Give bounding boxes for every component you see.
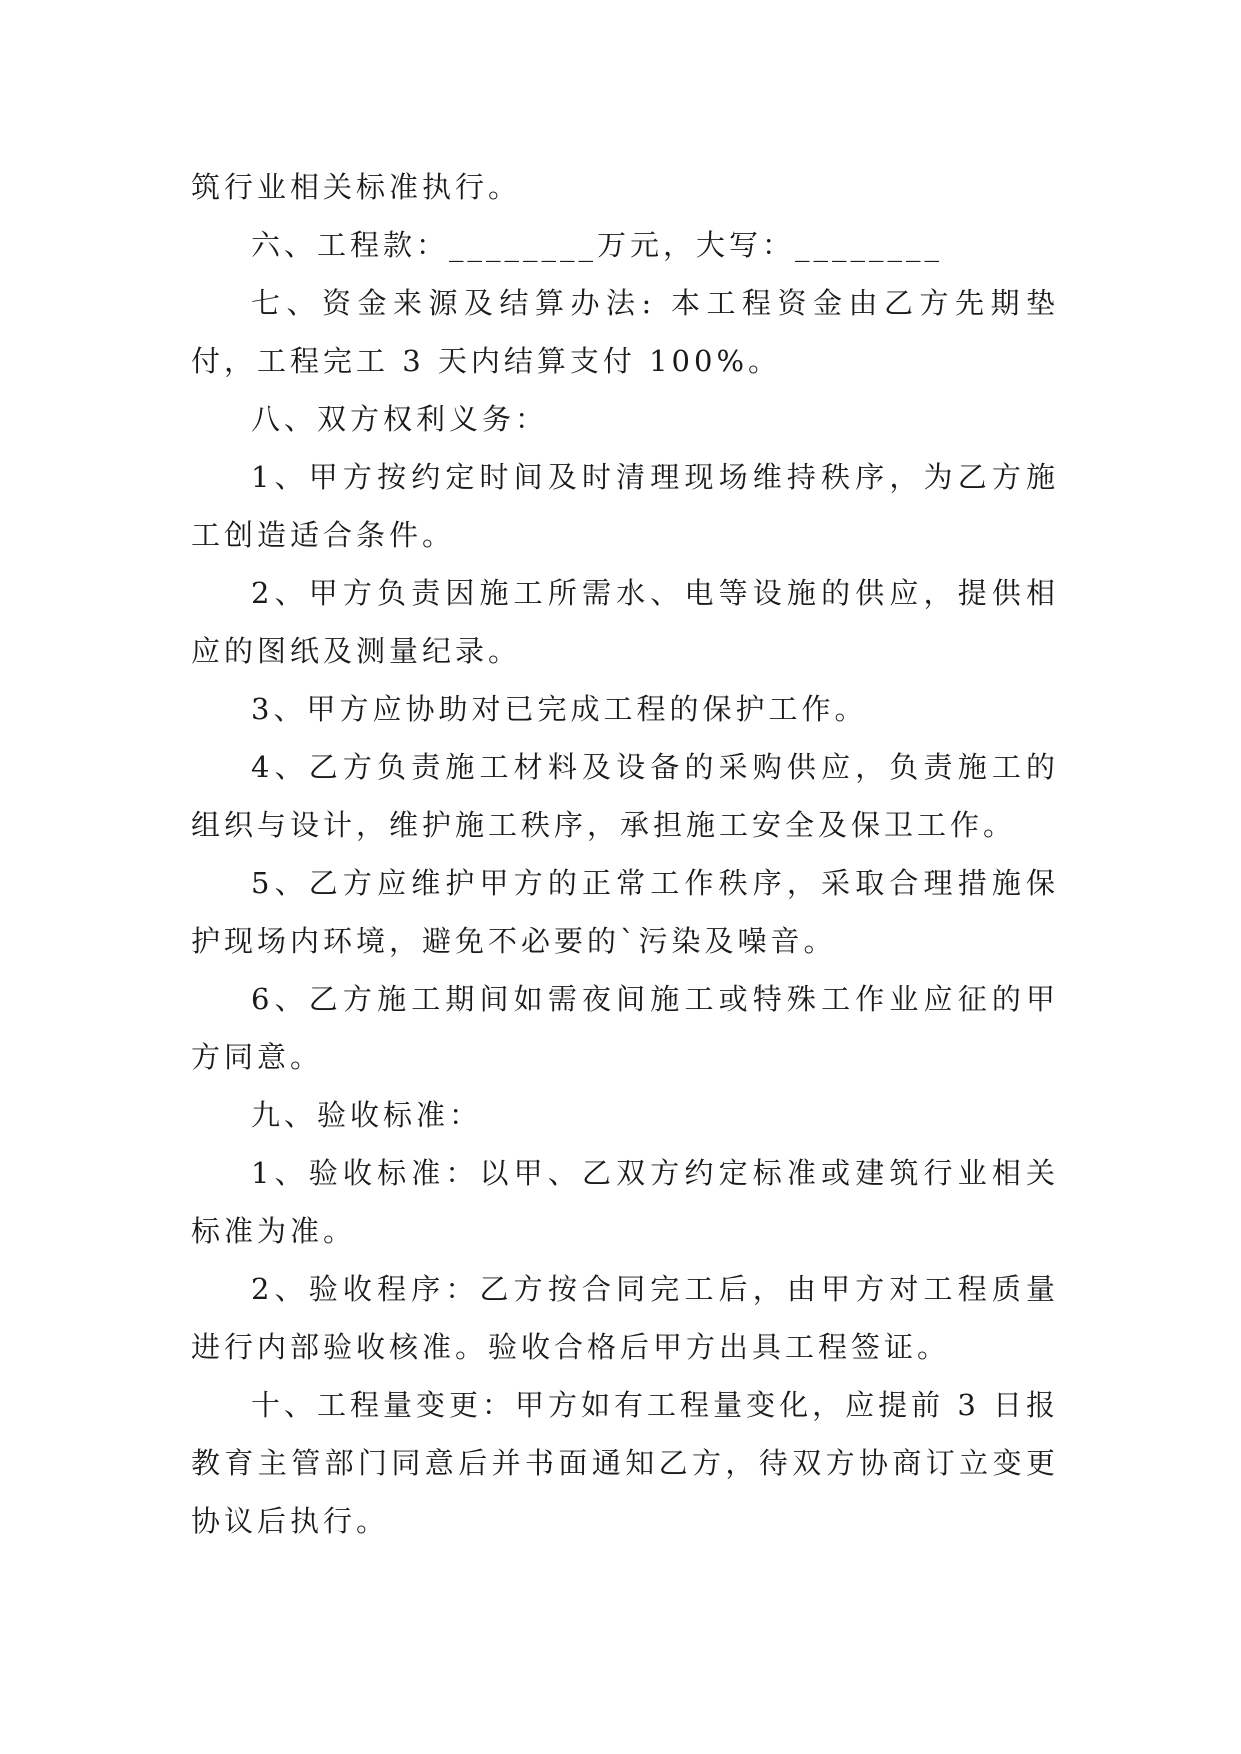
paragraph-8-item-2: 2、甲方负责因施工所需水、电等设施的供应，提供相应的图纸及测量纪录。 <box>191 576 1059 668</box>
document-body <box>191 158 1059 1550</box>
paragraph-section-10-change: 十、工程量变更：甲方如有工程量变化，应提前 3 日报教育主管部门同意后并书面通知乙方，待双方协商订立变更协议后执行。 <box>191 1388 1059 1538</box>
paragraph-9-item-1: 1、验收标准：以甲、乙双方约定标准或建筑行业相关标准为准。 <box>191 1156 1059 1248</box>
paragraph-8-item-1: 1、甲方按约定时间及时清理现场维持秩序，为乙方施工创造适合条件。 <box>191 460 1059 552</box>
paragraph-9-item-2: 2、验收程序：乙方按合同完工后，由甲方对工程质量进行内部验收核准。验收合格后甲方出具工程签证。 <box>191 1272 1059 1364</box>
paragraph-8-item-5: 5、乙方应维护甲方的正常工作秩序，采取合理措施保护现场内环境，避免不必要的`污染及噪音。 <box>191 866 1059 958</box>
paragraph-8-item-4: 4、乙方负责施工材料及设备的采购供应，负责施工的组织与设计，维护施工秩序，承担施工安全及保卫工作。 <box>191 750 1059 842</box>
paragraph-section-7-funding: 七、资金来源及结算办法: 本工程资金由乙方先期垫付，工程完工 3 天内结算支付 100%。 <box>191 286 1059 378</box>
paragraph-section-6-payment: 六、工程款：________万元，大写：________ <box>251 228 944 262</box>
paragraph-8-item-6: 6、乙方施工期间如需夜间施工或特殊工作业应征的甲方同意。 <box>191 982 1059 1074</box>
paragraph-8-item-3: 3、甲方应协助对已完成工程的保护工作。 <box>251 692 868 726</box>
paragraph-section-9-heading: 九、验收标准： <box>251 1098 483 1132</box>
paragraph-continuation: 筑行业相关标准执行。 <box>191 170 522 204</box>
paragraph-section-8-heading: 八、双方权利义务： <box>251 402 549 436</box>
